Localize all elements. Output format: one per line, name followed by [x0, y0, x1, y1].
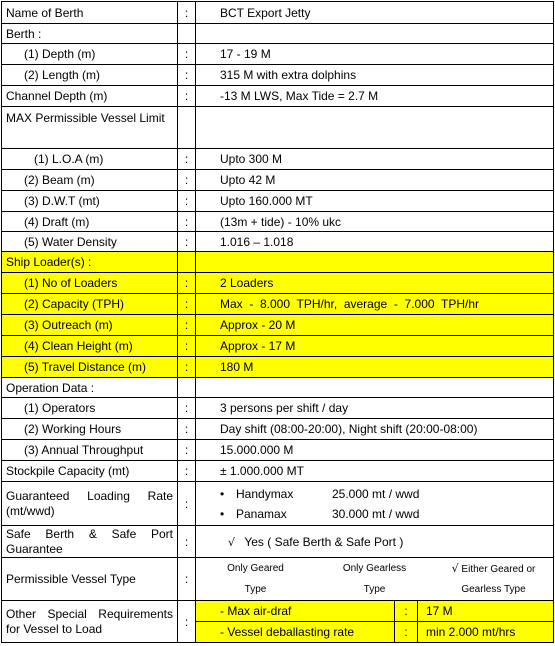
colon: : [178, 191, 196, 212]
bullet-icon: • [220, 486, 225, 501]
colon: : [178, 294, 196, 315]
travel-distance-label: (5) Travel Distance (m) [2, 357, 178, 378]
max-vessel-label: MAX Permissible Vessel Limit [2, 107, 178, 149]
operators-label: (1) Operators [2, 398, 178, 419]
geared-option-top: Only Geared [227, 563, 284, 574]
travel-distance-row [2, 357, 554, 378]
travel-distance-value: 180 M [196, 357, 554, 378]
either-option-bottom: Gearless Type [461, 584, 526, 595]
colon: : [178, 212, 196, 232]
berth-header-row [2, 24, 554, 44]
handymax-rate [220, 484, 553, 504]
channel-depth-value: -13 M LWS, Max Tide = 2.7 M [196, 86, 554, 107]
water-density-value: 1.016 – 1.018 [196, 232, 554, 252]
dwt-value: Upto 160.000 MT [196, 191, 554, 212]
dwt-row [2, 191, 554, 212]
loading-rate-row [2, 482, 554, 526]
air-draft-label: - Max air-draf [220, 604, 292, 618]
check-icon: √ [451, 562, 459, 575]
gearless-option-bottom: Type [363, 584, 386, 595]
handymax-label: Handymax [236, 486, 294, 501]
safe-berth-label: Safe Berth & Safe Port Guarantee [2, 526, 178, 558]
vessel-type-row [2, 558, 554, 601]
draft-label: (4) Draft (m) [2, 212, 178, 232]
berth-depth-value: 17 - 19 M [196, 44, 554, 65]
water-density-label: (5) Water Density [2, 232, 178, 252]
colon: : [395, 622, 418, 643]
check-icon: √ [228, 535, 236, 549]
clean-height-value: Approx - 17 M [196, 336, 554, 357]
outreach-row [2, 315, 554, 336]
berth-spec-table [1, 1, 554, 643]
berth-section-label: Berth : [2, 24, 178, 44]
berth-depth-row [2, 44, 554, 65]
panamax-value: 30.000 mt / wwd [332, 506, 420, 521]
clean-height-row [2, 336, 554, 357]
operation-label: Operation Data : [2, 378, 178, 398]
name-of-berth-label: Name of Berth [2, 2, 178, 24]
name-of-berth-row [2, 2, 554, 24]
special-requirements-row [2, 601, 554, 643]
safe-berth-row [2, 526, 554, 558]
stockpile-row [2, 461, 554, 482]
colon: : [178, 526, 196, 558]
deballasting-label: - Vessel deballasting rate [196, 622, 395, 643]
channel-depth-row [2, 86, 554, 107]
air-draft-value: 17 M [426, 604, 453, 618]
beam-row [2, 170, 554, 191]
ship-loader-label: Ship Loader(s) : [2, 252, 178, 273]
gearless-option-top: Only Gearless [342, 563, 407, 574]
berth-length-label: (2) Length (m) [2, 65, 178, 86]
colon: : [178, 149, 196, 170]
loa-row [2, 149, 554, 170]
loa-value: Upto 300 M [196, 149, 554, 170]
geared-option-bottom: Type [244, 584, 267, 595]
vessel-type-label: Permissible Vessel Type [2, 558, 178, 601]
loaders-row [2, 273, 554, 294]
throughput-row [2, 440, 554, 461]
panamax-rate [220, 504, 553, 524]
stockpile-value: ± 1.000.000 MT [196, 461, 554, 482]
safe-berth-value: Yes ( Safe Berth & Safe Port ) [244, 534, 404, 549]
colon: : [178, 398, 196, 419]
outreach-value: Approx - 20 M [196, 315, 554, 336]
panamax-label: Panamax [236, 506, 287, 521]
deballasting-value: min 2.000 mt/hrs [418, 622, 554, 643]
dwt-label: (3) D.W.T (mt) [2, 191, 178, 212]
colon: : [178, 558, 196, 601]
colon: : [178, 44, 196, 65]
beam-value: Upto 42 M [196, 170, 554, 191]
stockpile-label: Stockpile Capacity (mt) [2, 461, 178, 482]
colon: : [178, 2, 196, 24]
operation-header-row [2, 378, 554, 398]
colon: : [178, 336, 196, 357]
water-density-row [2, 232, 554, 252]
colon: : [178, 65, 196, 86]
capacity-label: (2) Capacity (TPH) [2, 294, 178, 315]
colon: : [178, 461, 196, 482]
colon: : [178, 440, 196, 461]
colon: : [178, 419, 196, 440]
bullet-icon: • [220, 506, 225, 521]
working-hours-value: Day shift (08:00-20:00), Night shift (20:00-08:00) [196, 419, 554, 440]
capacity-value: Max - 8.000 TPH/hr, average - 7.000 TPH/hr [196, 294, 554, 315]
colon: : [178, 482, 196, 526]
colon: : [178, 357, 196, 378]
ship-loader-header-row [2, 252, 554, 273]
draft-value: (13m + tide) - 10% ukc [196, 212, 554, 232]
outreach-label: (3) Outreach (m) [2, 315, 178, 336]
name-of-berth-value: BCT Export Jetty [196, 2, 554, 24]
working-hours-label: (2) Working Hours [2, 419, 178, 440]
loa-label: (1) L.O.A (m) [2, 149, 178, 170]
special-requirements-table [196, 601, 553, 642]
throughput-label: (3) Annual Throughput [2, 440, 178, 461]
loaders-label: (1) No of Loaders [2, 273, 178, 294]
clean-height-label: (4) Clean Height (m) [2, 336, 178, 357]
throughput-value: 15.000.000 M [196, 440, 554, 461]
handymax-value: 25.000 mt / wwd [332, 486, 420, 501]
colon: : [178, 273, 196, 294]
channel-depth-label: Channel Depth (m) [2, 86, 178, 107]
colon: : [178, 315, 196, 336]
colon: : [178, 601, 196, 643]
berth-length-row [2, 65, 554, 86]
colon: : [178, 170, 196, 191]
operators-row [2, 398, 554, 419]
operators-value: 3 persons per shift / day [196, 398, 554, 419]
loaders-value: 2 Loaders [196, 273, 554, 294]
capacity-row [2, 294, 554, 315]
loading-rate-label: Guaranteed Loading Rate (mt/wwd) [2, 482, 178, 526]
either-option-top: Either Geared or [461, 564, 536, 575]
draft-row [2, 212, 554, 232]
berth-depth-label: (1) Depth (m) [2, 44, 178, 65]
colon: : [178, 232, 196, 252]
beam-label: (2) Beam (m) [2, 170, 178, 191]
colon: : [395, 601, 418, 622]
max-vessel-header-row [2, 107, 554, 149]
berth-length-value: 315 M with extra dolphins [196, 65, 554, 86]
working-hours-row [2, 419, 554, 440]
colon: : [178, 86, 196, 107]
special-requirements-label: Other Special Requirements for Vessel to Load [2, 601, 178, 643]
